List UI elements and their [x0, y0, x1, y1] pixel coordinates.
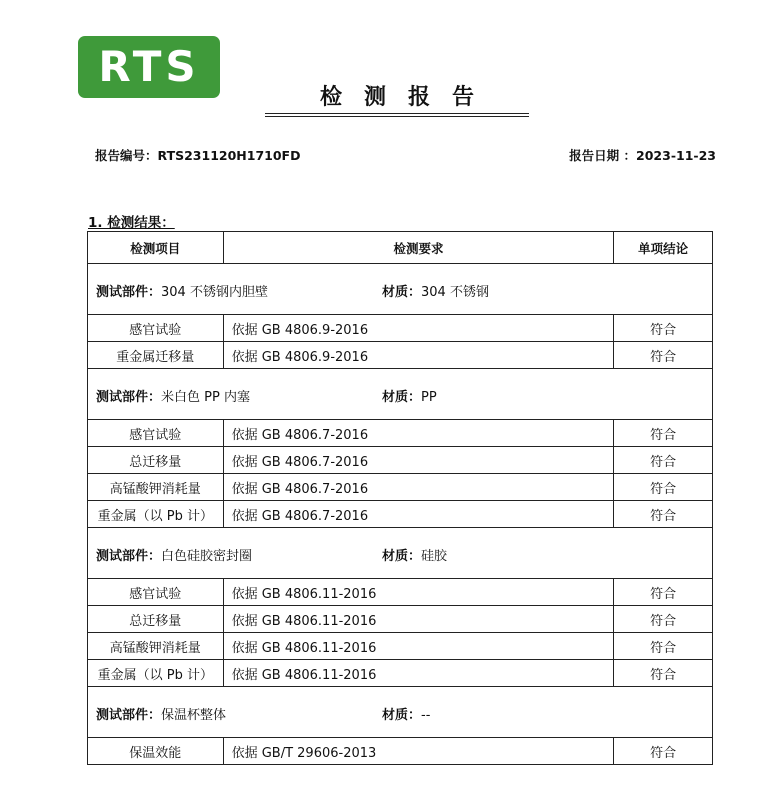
- test-requirement: 依据 GB 4806.7-2016: [223, 420, 614, 447]
- part-cell: [88, 369, 713, 420]
- rts-logo: [78, 36, 220, 98]
- material-value: PP: [421, 390, 437, 405]
- report-date-label: 报告日期 ：: [569, 148, 637, 163]
- report-number-label: 报告编号：: [95, 148, 158, 163]
- material: [382, 704, 430, 723]
- test-part-value: 白色硅胶密封圈: [161, 549, 253, 564]
- test-requirement: 依据 GB/T 29606-2013: [223, 738, 614, 765]
- test-requirement: 依据 GB 4806.11-2016: [223, 606, 614, 633]
- table-row: [88, 738, 713, 765]
- material-value: --: [421, 708, 431, 723]
- part-row: [88, 528, 713, 579]
- results-table: [87, 231, 713, 765]
- test-item: 感官试验: [88, 420, 224, 447]
- part-row: [88, 369, 713, 420]
- header-item: 检测项目: [88, 232, 224, 264]
- test-item: 感官试验: [88, 579, 224, 606]
- table-row: [88, 579, 713, 606]
- table-row: [88, 420, 713, 447]
- test-item: 总迁移量: [88, 606, 224, 633]
- test-part-value: 保温杯整体: [161, 708, 227, 723]
- test-item: 高锰酸钾消耗量: [88, 474, 224, 501]
- table-row: [88, 342, 713, 369]
- test-conclusion: 符合: [614, 660, 713, 687]
- table-row: [88, 474, 713, 501]
- title-underline-second: [265, 116, 529, 117]
- test-conclusion: 符合: [614, 447, 713, 474]
- test-item: 重金属迁移量: [88, 342, 224, 369]
- test-part-label: 测试部件：: [96, 708, 162, 723]
- material-label: 材质：: [382, 285, 422, 300]
- logo-text: RTS: [98, 42, 200, 91]
- test-conclusion: 符合: [614, 420, 713, 447]
- material: [382, 545, 447, 564]
- report-title: 检测报告: [319, 84, 496, 110]
- test-item: 感官试验: [88, 315, 224, 342]
- material: [382, 386, 437, 405]
- test-item: 保温效能: [88, 738, 224, 765]
- title-underline: [265, 113, 529, 114]
- test-conclusion: 符合: [614, 579, 713, 606]
- report-date-value: 2023-11-23: [636, 148, 716, 163]
- test-requirement: 依据 GB 4806.7-2016: [223, 474, 614, 501]
- test-conclusion: 符合: [614, 606, 713, 633]
- section-heading: 1. 检测结果：: [88, 215, 175, 231]
- test-part: [96, 545, 252, 564]
- material-label: 材质：: [382, 549, 422, 564]
- test-requirement: 依据 GB 4806.11-2016: [223, 660, 614, 687]
- report-number: [95, 146, 300, 164]
- test-part: [96, 281, 268, 300]
- test-requirement: 依据 GB 4806.9-2016: [223, 315, 614, 342]
- test-requirement: 依据 GB 4806.7-2016: [223, 447, 614, 474]
- results-table-body: [88, 264, 713, 765]
- material: [382, 281, 489, 300]
- material-label: 材质：: [382, 708, 422, 723]
- material-value: 硅胶: [421, 549, 448, 564]
- test-part-value: 米白色 PP 内塞: [161, 390, 250, 405]
- header-conclusion: 单项结论: [614, 232, 713, 264]
- report-date: [569, 146, 716, 164]
- part-row: [88, 264, 713, 315]
- test-item: 重金属（以 Pb 计）: [88, 501, 224, 528]
- part-row: [88, 687, 713, 738]
- test-requirement: 依据 GB 4806.7-2016: [223, 501, 614, 528]
- test-conclusion: 符合: [614, 315, 713, 342]
- table-row: [88, 633, 713, 660]
- header-requirement: 检测要求: [223, 232, 614, 264]
- table-row: [88, 606, 713, 633]
- test-item: 高锰酸钾消耗量: [88, 633, 224, 660]
- table-row: [88, 501, 713, 528]
- test-conclusion: 符合: [614, 633, 713, 660]
- table-row: [88, 447, 713, 474]
- table-header-row: [88, 232, 713, 264]
- table-row: [88, 315, 713, 342]
- test-part: [96, 704, 226, 723]
- test-requirement: 依据 GB 4806.11-2016: [223, 579, 614, 606]
- test-conclusion: 符合: [614, 342, 713, 369]
- test-requirement: 依据 GB 4806.9-2016: [223, 342, 614, 369]
- test-part-value: 304 不锈钢内胆壁: [161, 285, 268, 300]
- report-number-value: RTS231120H1710FD: [157, 148, 301, 163]
- test-item: 总迁移量: [88, 447, 224, 474]
- test-part-label: 测试部件：: [96, 390, 162, 405]
- material-label: 材质：: [382, 390, 422, 405]
- material-value: 304 不锈钢: [421, 285, 489, 300]
- test-part-label: 测试部件：: [96, 285, 162, 300]
- test-item: 重金属（以 Pb 计）: [88, 660, 224, 687]
- test-part: [96, 386, 250, 405]
- test-conclusion: 符合: [614, 474, 713, 501]
- test-part-label: 测试部件：: [96, 549, 162, 564]
- part-cell: [88, 264, 713, 315]
- test-conclusion: 符合: [614, 501, 713, 528]
- table-row: [88, 660, 713, 687]
- test-requirement: 依据 GB 4806.11-2016: [223, 633, 614, 660]
- test-conclusion: 符合: [614, 738, 713, 765]
- part-cell: [88, 687, 713, 738]
- part-cell: [88, 528, 713, 579]
